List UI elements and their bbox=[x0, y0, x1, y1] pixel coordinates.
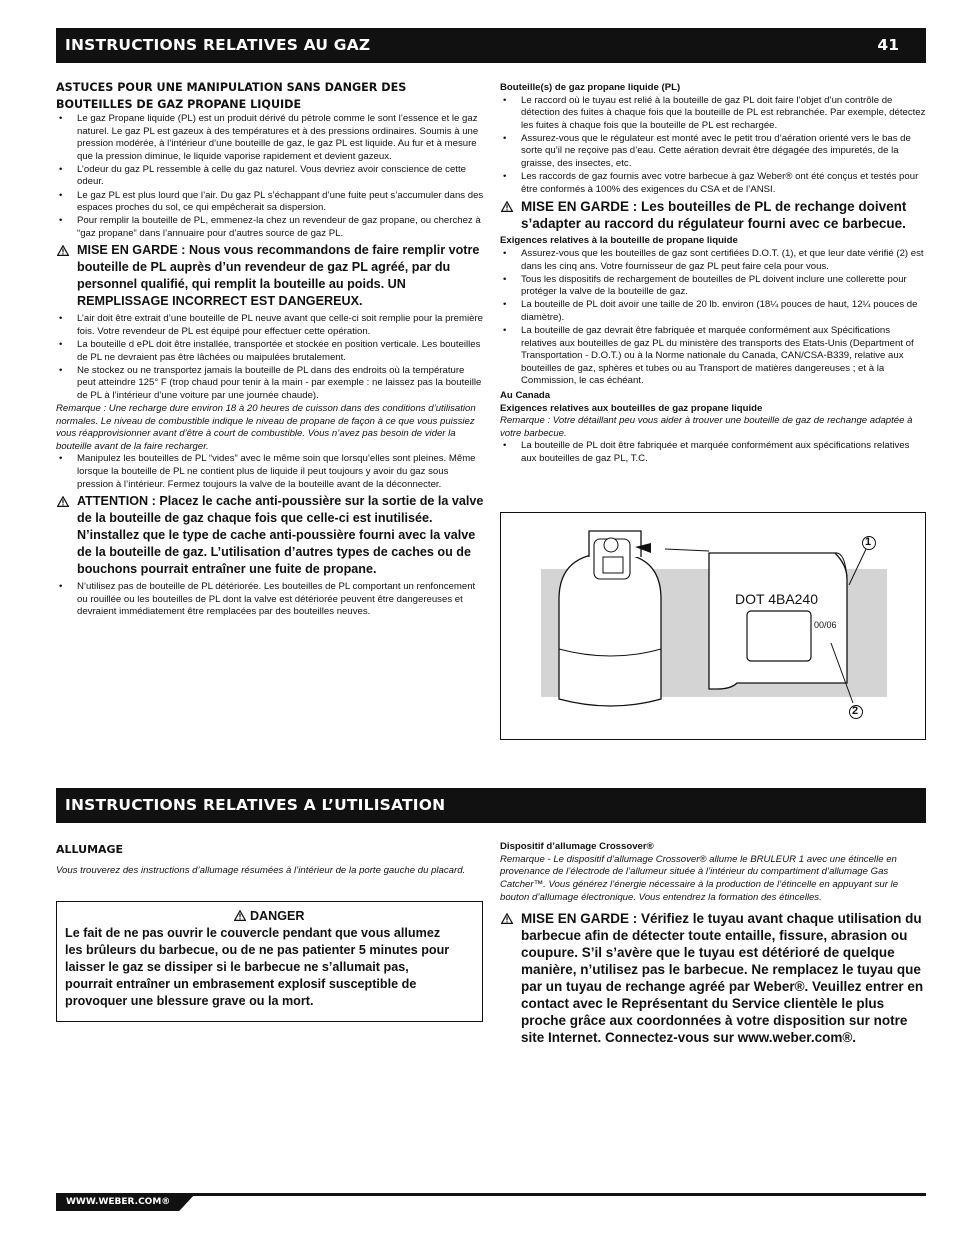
left-bullets-1 bbox=[56, 113, 484, 240]
cylinder-illustration bbox=[501, 513, 925, 739]
sub-heading-canada: Au Canada bbox=[500, 389, 551, 401]
bullet-item: • Assurez-vous que les bouteilles de gaz sont certifiées D.O.T. (1), et que leur date vérifié (2) est dans les cinq ans. Votre fournisseur de gaz PL peut faire cela pour vous. bbox=[500, 248, 926, 273]
left-bullets-3 bbox=[56, 453, 484, 491]
footer-url[interactable]: WWW.WEBER.COM® bbox=[66, 1197, 171, 1207]
bullet-item: • Pour remplir la bouteille de PL, emmenez-la chez un revendeur de gaz propane, ou cherchez à “gaz propane” dans l’annuaire pour d’autres source de gaz PL. bbox=[56, 215, 484, 240]
dot-label: DOT 4BA240 bbox=[735, 591, 819, 607]
warning-refill bbox=[56, 242, 484, 310]
section-title-usage: INSTRUCTIONS RELATIVES A L’UTILISATION bbox=[65, 796, 446, 814]
bullet-item: • La bouteille de gaz devrait être fabriquée et marquée conformément aux Spécifications relatives aux bouteilles de gaz PL du ministère des transports des Etats-Unis (Department of Transportation - D.O.T.) ou à la Norme nationale du Canada, CAN/CSA-B339, relative aux bouteilles de gaz, sphères et tubes ou au Transport de matières dangereuses ; et à la Commission, le cas échéant. bbox=[500, 325, 926, 388]
bullet-item: • Ne stockez ou ne transportez jamais la bouteille de PL dans des endroits où la température peut atteindre 125° F (trop chaud pour tenir à la main - par exemple : ne laissez pas la bouteille de PL à l’intérieur d’une voiture par une journée chaude). bbox=[56, 365, 484, 403]
warning-icon bbox=[234, 910, 246, 921]
crossover-remark: Remarque - Le dispositif d’allumage Crossover® allume le BRULEUR 1 avec une étincelle en provenance de l’électrode de l’allumeur située à l’intérieur du compartiment d’allumage Gas Catcher™. Vous générez l’énergie nécessaire à la production de l’étincelle en appuyant sur le bouton d’allumage électronique. Vous entendrez la formation des étincelles. bbox=[500, 853, 899, 903]
right-bullets-1 bbox=[500, 95, 926, 197]
bullet-item: • Assurez-vous que le régulateur est monté avec le petit trou d’aération orienté vers le bas de sorte qu’il ne reçoive pas d’eau. Cette aération devrait être dégagée des impuretés, de la graisse, des insectes, etc. bbox=[500, 133, 926, 171]
warning-replacement-text: MISE EN GARDE : Les bouteilles de PL de rechange doivent s’adapter au raccord du régulateur fourni avec ce barbecue. bbox=[521, 199, 907, 232]
warning-hose bbox=[500, 910, 926, 1046]
page-number: 41 bbox=[877, 36, 899, 54]
attention-text: ATTENTION : Placez le cache anti-poussière sur la sortie de la valve de la bouteille de gaz chaque fois que celle-ci est inutilisée. N’installez que le type de cache anti-poussière fourni avec la valve de la bouteille de gaz. L’utilisation d’autres types de caches ou de bouchons pourrait entraîner une fuite de propane. bbox=[77, 494, 484, 577]
callout-2: 2 bbox=[852, 705, 859, 717]
section-title: INSTRUCTIONS RELATIVES AU GAZ bbox=[65, 36, 371, 54]
warning-icon bbox=[57, 245, 69, 256]
warning-icon bbox=[501, 201, 513, 212]
sub-heading-cylinders: Bouteille(s) de gaz propane liquide (PL) bbox=[500, 82, 681, 93]
sub-heading-requirements: Exigences relatives à la bouteille de propane liquide bbox=[500, 235, 738, 247]
bullet-item: • Le gaz PL est plus lourd que l’air. Du gaz PL s’échappant d’une fuite peut s’accumuler dans des espaces proches du sol, ce qui empêcherait sa dispersion. bbox=[56, 190, 484, 215]
valve-knob bbox=[604, 538, 618, 552]
crossover-heading: Dispositif d’allumage Crossover® bbox=[500, 841, 654, 852]
bullet-item: • La bouteille de PL doit être fabriquée et marquée conformément aux spécifications relatives aux bouteilles de gaz PL, T.C. bbox=[500, 440, 926, 465]
remark-retailer: Remarque : Votre détaillant peu vous aider à trouver une bouteille de gaz de rechange adaptée à votre barbecue. bbox=[500, 415, 913, 439]
bullet-item: • La bouteille de PL doit avoir une taille de 20 lb. environ (18¼ pouces de haut, 12¼ pouces de diamètre). bbox=[500, 299, 926, 324]
valve-label bbox=[603, 557, 623, 573]
left-bullets-4 bbox=[56, 581, 484, 619]
sub-heading-canada-req: Exigences relatives aux bouteilles de gaz propane liquide bbox=[500, 402, 763, 414]
bullet-item: • L’odeur du gaz PL ressemble à celle du gaz naturel. Vous devriez avoir conscience de cette odeur. bbox=[56, 164, 484, 189]
cylinder-figure bbox=[500, 512, 926, 740]
warning-hose-text: MISE EN GARDE : Vérifiez le tuyau avant chaque utilisation du barbecue afin de détecter toute entaille, fissure, abrasion ou coupure. S’il s’avère que le tuyau est détérioré de quelque manière, n’utilisez pas le barbecue. Ne remplacez le tuyau que par un tuyau de rechange agréé par Weber®. Veuillez entrer en contact avec le Représentant du Service clientèle le plus proche grâce aux coordonnées à votre disposition sur notre site Internet. Connectez-vous sur www.weber.com®. bbox=[521, 910, 924, 1045]
usage-right-column bbox=[500, 841, 926, 1049]
left-column bbox=[56, 80, 484, 620]
stamp-plate bbox=[747, 611, 811, 661]
danger-title: DANGER bbox=[249, 909, 305, 923]
ignition-heading: ALLUMAGE bbox=[56, 843, 124, 856]
warning-icon bbox=[501, 913, 513, 924]
ignition-note: Vous trouverez des instructions d’allumage résumées à l’intérieur de la porte gauche du placard. bbox=[56, 864, 466, 876]
left-bullets-2 bbox=[56, 313, 484, 402]
pointer-line bbox=[665, 549, 709, 551]
right-column bbox=[500, 82, 926, 466]
bullet-item: • La bouteille d ePL doit être installée, transportée et stockée en position verticale. Les bouteilles de PL ne devraient pas être lâchées ou maipulées brutalement. bbox=[56, 339, 484, 364]
section-header-gas bbox=[56, 28, 926, 63]
remark-recharge: Remarque : Une recharge dure environ 18 à 20 heures de cuisson dans des conditions d’utilisation normales. Le niveau de combustible indique le niveau de propane de façon à ce que vous puissiez vous réapprovisionner avant d’être à court de combustible. Vous n’avez pas besoin de vider la bouteille avant de la faire recharger. bbox=[56, 403, 476, 452]
warning-replacement bbox=[500, 198, 926, 232]
bullet-item: • N’utilisez pas de bouteille de PL détériorée. Les bouteilles de PL comportant un renfoncement ou rouillée ou les bouteilles de PL dont la valve est détériorée peuvent être dangereuses et devraient immédiatement être remplacées par des bouteilles neuves. bbox=[56, 581, 484, 619]
bullet-item: • Manipulez les bouteilles de PL “vides” avec le même soin que lorsqu’elles sont pleines. Même lorsque la bouteille de PL ne contient plus de liquide il peut toujours y avoir du gaz sous pression à l’intérieur. Fermez toujours la valve de la bouteille avant de la déconnecter. bbox=[56, 453, 484, 491]
left-heading: ASTUCES POUR UNE MANIPULATION SANS DANGER DES BOUTEILLES DE GAZ PROPANE LIQUIDE bbox=[56, 81, 407, 111]
usage-left-column bbox=[56, 842, 484, 878]
date-label: 00/06 bbox=[814, 620, 837, 630]
bullet-item: • L’air doit être extrait d’une bouteille de PL neuve avant que celle-ci soit remplie pour la première fois. Votre revendeur de PL est équipé pour effectuer cette opération. bbox=[56, 313, 484, 338]
right-bullets-2 bbox=[500, 248, 926, 388]
attention-dust-cap bbox=[56, 493, 484, 578]
right-bullets-3 bbox=[500, 440, 926, 465]
bullet-item: • Le raccord où le tuyau est relié à la bouteille de gaz PL doit faire l’objet d’un contrôle de détection des fuites à chaque fois que la bouteille de PL est rebranchée. Par exemple, détectez les fuites à chaque fois que la bouteille de PL est rechargée. bbox=[500, 95, 926, 133]
bullet-item: • Tous les dispositifs de rechargement de bouteilles de PL doivent inclure une collerette pour protéger la valve de la bouteille de gaz. bbox=[500, 274, 926, 299]
danger-text: Le fait de ne pas ouvrir le couvercle pendant que vous allumez les brûleurs du barbecue, ou de ne pas patienter 5 minutes pour laisser le gaz se dissiper si le barbecue ne s’allumait pas, pourrait entraîner un embrasement explosif susceptible de provoquer une blessure grave ou la mort. bbox=[65, 926, 450, 1008]
danger-title-row bbox=[65, 908, 474, 925]
bullet-item: • Les raccords de gaz fournis avec votre barbecue à gaz Weber® ont été conçus et testés pour être conformés à 100% des exigences du CSA et de l’ANSI. bbox=[500, 171, 926, 196]
callout-1: 1 bbox=[865, 536, 872, 548]
warning-icon bbox=[57, 496, 69, 507]
danger-box bbox=[56, 901, 483, 1022]
bullet-item: • Le gaz Propane liquide (PL) est un produit dérivé du pétrole comme le sont l’essence et le gaz naturel. Le gaz PL est gazeux à des températures et à des pressions ordinaires. Soumis à une pression modérée, à l’intérieur d’une bouteille de gaz, le gaz PL est liquide. Au fur et à mesure que la pression diminue, le liquide vaporise rapidement et devient gazeux. bbox=[56, 113, 484, 163]
section-header-usage bbox=[56, 788, 926, 823]
warning-refill-text: MISE EN GARDE : Nous vous recommandons de faire remplir votre bouteille de PL auprès d’un revendeur de gaz PL agréé, par du personnel qualifié, qui remplit la bouteille au poids. UN REMPLISSAGE INCORRECT EST DANGEREUX. bbox=[77, 243, 480, 309]
